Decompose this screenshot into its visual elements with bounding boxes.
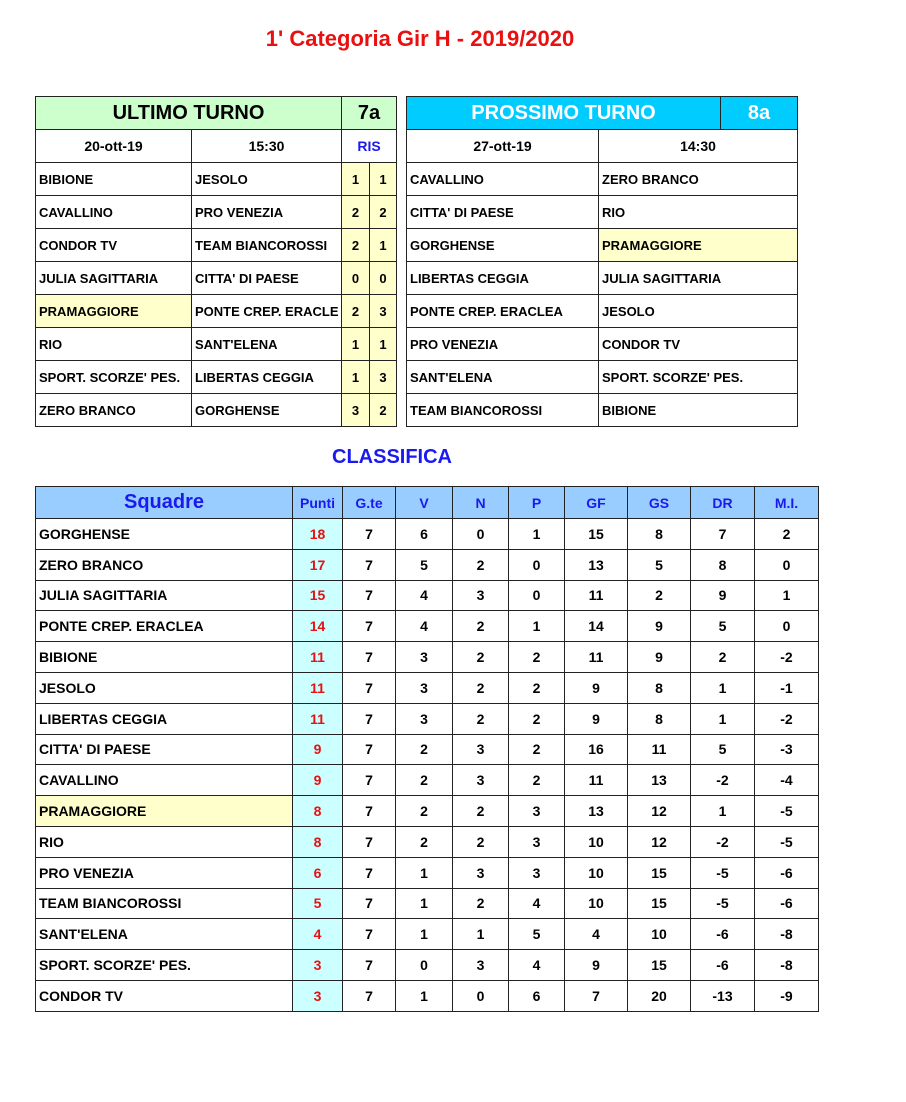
standings-row — [36, 826, 819, 857]
home-team: CAVALLINO — [36, 196, 192, 229]
away-team: JESOLO — [599, 295, 798, 328]
points: 4 — [293, 919, 343, 950]
home-team: PONTE CREP. ERACLEA — [407, 295, 599, 328]
away-goals: 1 — [370, 328, 397, 361]
goals-against: 9 — [628, 642, 691, 673]
goal-diff: -13 — [691, 980, 755, 1011]
mi: -9 — [755, 980, 819, 1011]
last-match-row — [36, 229, 397, 262]
away-team: SANT'ELENA — [192, 328, 342, 361]
games: 7 — [343, 519, 396, 550]
goals-for: 13 — [565, 549, 628, 580]
games: 7 — [343, 765, 396, 796]
home-goals: 2 — [342, 295, 370, 328]
draws: 0 — [453, 980, 509, 1011]
home-team: JULIA SAGITTARIA — [36, 262, 192, 295]
column-header: N — [453, 487, 509, 519]
last-match-row — [36, 163, 397, 196]
goals-for: 13 — [565, 796, 628, 827]
goals-against: 2 — [628, 580, 691, 611]
goal-diff: -6 — [691, 950, 755, 981]
goal-diff: -5 — [691, 857, 755, 888]
goals-against: 15 — [628, 857, 691, 888]
home-team: CONDOR TV — [36, 229, 192, 262]
goals-for: 11 — [565, 642, 628, 673]
losses: 1 — [509, 611, 565, 642]
standings-row — [36, 857, 819, 888]
goals-against: 8 — [628, 519, 691, 550]
team-name: CITTA' DI PAESE — [36, 734, 293, 765]
team-name: PRO VENEZIA — [36, 857, 293, 888]
home-team: PRO VENEZIA — [407, 328, 599, 361]
team-name: LIBERTAS CEGGIA — [36, 703, 293, 734]
draws: 3 — [453, 580, 509, 611]
away-team: CITTA' DI PAESE — [192, 262, 342, 295]
points: 6 — [293, 857, 343, 888]
goals-for: 11 — [565, 765, 628, 796]
last-round-heading: ULTIMO TURNO — [36, 97, 342, 130]
home-team: ZERO BRANCO — [36, 394, 192, 427]
home-goals: 2 — [342, 196, 370, 229]
losses: 2 — [509, 672, 565, 703]
wins: 3 — [396, 642, 453, 673]
next-match-row — [407, 328, 798, 361]
losses: 0 — [509, 580, 565, 611]
mi: -8 — [755, 919, 819, 950]
mi: -3 — [755, 734, 819, 765]
next-match-row — [407, 163, 798, 196]
home-team: CITTA' DI PAESE — [407, 196, 599, 229]
standings-row — [36, 642, 819, 673]
standings-row — [36, 703, 819, 734]
goal-diff: -2 — [691, 765, 755, 796]
last-match-row — [36, 328, 397, 361]
points: 9 — [293, 734, 343, 765]
column-header: GS — [628, 487, 691, 519]
standings-row — [36, 765, 819, 796]
next-round-heading: PROSSIMO TURNO — [407, 97, 721, 130]
wins: 0 — [396, 950, 453, 981]
goals-for: 10 — [565, 857, 628, 888]
goal-diff: -6 — [691, 919, 755, 950]
standings-row — [36, 549, 819, 580]
points: 8 — [293, 826, 343, 857]
page-title: 1' Categoria Gir H - 2019/2020 — [265, 26, 575, 51]
mi: -8 — [755, 950, 819, 981]
wins: 4 — [396, 580, 453, 611]
losses: 4 — [509, 950, 565, 981]
team-name: BIBIONE — [36, 642, 293, 673]
away-goals: 1 — [370, 229, 397, 262]
team-name: JULIA SAGITTARIA — [36, 580, 293, 611]
away-team: JESOLO — [192, 163, 342, 196]
goals-against: 8 — [628, 672, 691, 703]
standings-title: CLASSIFICA — [332, 446, 452, 468]
mi: 0 — [755, 549, 819, 580]
losses: 0 — [509, 549, 565, 580]
next-round-table — [406, 96, 798, 427]
wins: 3 — [396, 703, 453, 734]
home-team: PRAMAGGIORE — [36, 295, 192, 328]
games: 7 — [343, 642, 396, 673]
away-team: CONDOR TV — [599, 328, 798, 361]
standings-row — [36, 672, 819, 703]
home-team: CAVALLINO — [407, 163, 599, 196]
points: 5 — [293, 888, 343, 919]
draws: 0 — [453, 519, 509, 550]
standings-row — [36, 888, 819, 919]
goals-against: 12 — [628, 796, 691, 827]
goals-for: 14 — [565, 611, 628, 642]
goals-against: 15 — [628, 888, 691, 919]
home-team: GORGHENSE — [407, 229, 599, 262]
points: 15 — [293, 580, 343, 611]
last-match-row — [36, 394, 397, 427]
column-header: Squadre — [36, 487, 293, 519]
points: 17 — [293, 549, 343, 580]
away-team: PONTE CREP. ERACLE — [192, 295, 342, 328]
mi: -6 — [755, 888, 819, 919]
points: 11 — [293, 703, 343, 734]
last-round-time: 15:30 — [192, 130, 342, 163]
goals-against: 20 — [628, 980, 691, 1011]
losses: 2 — [509, 765, 565, 796]
goals-for: 7 — [565, 980, 628, 1011]
draws: 2 — [453, 888, 509, 919]
home-team: RIO — [36, 328, 192, 361]
wins: 2 — [396, 734, 453, 765]
team-name: RIO — [36, 826, 293, 857]
goal-diff: 1 — [691, 672, 755, 703]
column-header: M.I. — [755, 487, 819, 519]
goals-against: 9 — [628, 611, 691, 642]
away-goals: 3 — [370, 361, 397, 394]
home-team: BIBIONE — [36, 163, 192, 196]
mi: -5 — [755, 796, 819, 827]
losses: 2 — [509, 734, 565, 765]
games: 7 — [343, 857, 396, 888]
goals-for: 9 — [565, 672, 628, 703]
wins: 5 — [396, 549, 453, 580]
goals-for: 11 — [565, 580, 628, 611]
losses: 2 — [509, 642, 565, 673]
goals-for: 16 — [565, 734, 628, 765]
standings-row — [36, 734, 819, 765]
column-header: V — [396, 487, 453, 519]
goals-for: 9 — [565, 703, 628, 734]
standings-table — [35, 486, 819, 1012]
points: 9 — [293, 765, 343, 796]
games: 7 — [343, 796, 396, 827]
away-team: JULIA SAGITTARIA — [599, 262, 798, 295]
points: 3 — [293, 980, 343, 1011]
draws: 3 — [453, 950, 509, 981]
standings-row — [36, 580, 819, 611]
draws: 2 — [453, 549, 509, 580]
games: 7 — [343, 703, 396, 734]
wins: 3 — [396, 672, 453, 703]
goal-diff: 5 — [691, 611, 755, 642]
column-header: Punti — [293, 487, 343, 519]
goals-for: 10 — [565, 888, 628, 919]
standings-row — [36, 796, 819, 827]
wins: 6 — [396, 519, 453, 550]
points: 18 — [293, 519, 343, 550]
next-match-row — [407, 196, 798, 229]
goals-against: 13 — [628, 765, 691, 796]
next-round-time: 14:30 — [599, 130, 798, 163]
team-name: PONTE CREP. ERACLEA — [36, 611, 293, 642]
column-header: P — [509, 487, 565, 519]
points: 11 — [293, 672, 343, 703]
draws: 1 — [453, 919, 509, 950]
goal-diff: 7 — [691, 519, 755, 550]
mi: 0 — [755, 611, 819, 642]
losses: 3 — [509, 857, 565, 888]
wins: 1 — [396, 980, 453, 1011]
mi: -2 — [755, 642, 819, 673]
home-team: SANT'ELENA — [407, 361, 599, 394]
goals-against: 15 — [628, 950, 691, 981]
last-round-date: 20-ott-19 — [36, 130, 192, 163]
team-name: SPORT. SCORZE' PES. — [36, 950, 293, 981]
games: 7 — [343, 580, 396, 611]
next-match-row — [407, 295, 798, 328]
home-goals: 1 — [342, 163, 370, 196]
games: 7 — [343, 611, 396, 642]
home-team: SPORT. SCORZE' PES. — [36, 361, 192, 394]
away-team: PRAMAGGIORE — [599, 229, 798, 262]
standings-row — [36, 950, 819, 981]
column-header: DR — [691, 487, 755, 519]
goal-diff: 1 — [691, 703, 755, 734]
points: 3 — [293, 950, 343, 981]
goals-against: 12 — [628, 826, 691, 857]
standings-row — [36, 980, 819, 1011]
standings-row — [36, 919, 819, 950]
team-name: GORGHENSE — [36, 519, 293, 550]
home-team: TEAM BIANCOROSSI — [407, 394, 599, 427]
mi: -2 — [755, 703, 819, 734]
last-match-row — [36, 196, 397, 229]
wins: 1 — [396, 919, 453, 950]
away-team: LIBERTAS CEGGIA — [192, 361, 342, 394]
goals-against: 11 — [628, 734, 691, 765]
mi: -5 — [755, 826, 819, 857]
column-header: GF — [565, 487, 628, 519]
games: 7 — [343, 980, 396, 1011]
team-name: ZERO BRANCO — [36, 549, 293, 580]
losses: 5 — [509, 919, 565, 950]
draws: 2 — [453, 826, 509, 857]
goal-diff: -2 — [691, 826, 755, 857]
losses: 1 — [509, 519, 565, 550]
points: 11 — [293, 642, 343, 673]
losses: 2 — [509, 703, 565, 734]
wins: 4 — [396, 611, 453, 642]
away-goals: 0 — [370, 262, 397, 295]
losses: 3 — [509, 796, 565, 827]
next-match-row — [407, 361, 798, 394]
team-name: JESOLO — [36, 672, 293, 703]
losses: 3 — [509, 826, 565, 857]
draws: 3 — [453, 734, 509, 765]
away-goals: 3 — [370, 295, 397, 328]
draws: 2 — [453, 672, 509, 703]
goals-for: 9 — [565, 950, 628, 981]
mi: -6 — [755, 857, 819, 888]
wins: 2 — [396, 796, 453, 827]
wins: 2 — [396, 826, 453, 857]
away-goals: 1 — [370, 163, 397, 196]
last-match-row — [36, 262, 397, 295]
points: 8 — [293, 796, 343, 827]
losses: 6 — [509, 980, 565, 1011]
last-round-number: 7a — [342, 97, 397, 130]
away-team: ZERO BRANCO — [599, 163, 798, 196]
losses: 4 — [509, 888, 565, 919]
draws: 2 — [453, 796, 509, 827]
away-goals: 2 — [370, 196, 397, 229]
games: 7 — [343, 672, 396, 703]
draws: 2 — [453, 611, 509, 642]
games: 7 — [343, 950, 396, 981]
last-match-row — [36, 295, 397, 328]
wins: 1 — [396, 888, 453, 919]
home-goals: 1 — [342, 328, 370, 361]
goal-diff: 5 — [691, 734, 755, 765]
games: 7 — [343, 888, 396, 919]
games: 7 — [343, 549, 396, 580]
goal-diff: -5 — [691, 888, 755, 919]
mi: -1 — [755, 672, 819, 703]
team-name: CONDOR TV — [36, 980, 293, 1011]
ris-label: RIS — [342, 130, 397, 163]
next-round-number: 8a — [721, 97, 798, 130]
home-goals: 0 — [342, 262, 370, 295]
goals-against: 5 — [628, 549, 691, 580]
away-team: RIO — [599, 196, 798, 229]
home-goals: 2 — [342, 229, 370, 262]
goals-for: 10 — [565, 826, 628, 857]
away-team: BIBIONE — [599, 394, 798, 427]
goal-diff: 9 — [691, 580, 755, 611]
goal-diff: 8 — [691, 549, 755, 580]
home-goals: 1 — [342, 361, 370, 394]
team-name: SANT'ELENA — [36, 919, 293, 950]
away-team: SPORT. SCORZE' PES. — [599, 361, 798, 394]
draws: 2 — [453, 703, 509, 734]
goals-against: 10 — [628, 919, 691, 950]
last-match-row — [36, 361, 397, 394]
points: 14 — [293, 611, 343, 642]
draws: 3 — [453, 857, 509, 888]
games: 7 — [343, 826, 396, 857]
home-goals: 3 — [342, 394, 370, 427]
away-team: GORGHENSE — [192, 394, 342, 427]
next-match-row — [407, 229, 798, 262]
next-round-date: 27-ott-19 — [407, 130, 599, 163]
draws: 3 — [453, 765, 509, 796]
column-header: G.te — [343, 487, 396, 519]
team-name: TEAM BIANCOROSSI — [36, 888, 293, 919]
team-name: PRAMAGGIORE — [36, 796, 293, 827]
games: 7 — [343, 919, 396, 950]
goals-against: 8 — [628, 703, 691, 734]
standings-row — [36, 519, 819, 550]
next-match-row — [407, 394, 798, 427]
mi: -4 — [755, 765, 819, 796]
away-team: TEAM BIANCOROSSI — [192, 229, 342, 262]
draws: 2 — [453, 642, 509, 673]
team-name: CAVALLINO — [36, 765, 293, 796]
last-round-table — [35, 96, 397, 427]
away-goals: 2 — [370, 394, 397, 427]
away-team: PRO VENEZIA — [192, 196, 342, 229]
next-match-row — [407, 262, 798, 295]
wins: 1 — [396, 857, 453, 888]
mi: 1 — [755, 580, 819, 611]
mi: 2 — [755, 519, 819, 550]
standings-row — [36, 611, 819, 642]
wins: 2 — [396, 765, 453, 796]
goals-for: 15 — [565, 519, 628, 550]
goal-diff: 2 — [691, 642, 755, 673]
games: 7 — [343, 734, 396, 765]
goals-for: 4 — [565, 919, 628, 950]
home-team: LIBERTAS CEGGIA — [407, 262, 599, 295]
goal-diff: 1 — [691, 796, 755, 827]
